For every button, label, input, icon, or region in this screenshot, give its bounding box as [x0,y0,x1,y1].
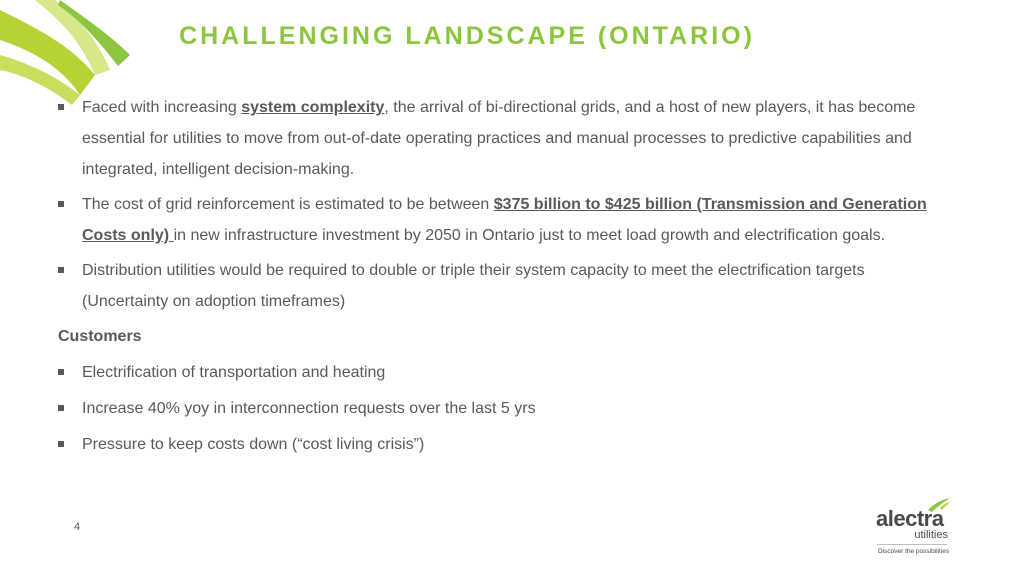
section-heading-customers: Customers [58,328,142,345]
logo-wordmark: alectra [876,506,944,531]
square-bullet-icon [58,267,64,273]
bullet-text: Faced with increasing [82,99,242,116]
bullet-costs-down [58,429,938,460]
bullet-system-complexity [58,92,938,185]
bullet-text: Electrification of transportation and heating [82,364,386,381]
square-bullet-icon [58,201,64,207]
logo-subtitle: utilities [914,529,948,541]
bullet-interconnection [58,393,938,424]
page-number: 4 [74,521,81,533]
square-bullet-icon [58,405,64,411]
bullet-distribution-capacity [58,255,938,317]
bullet-text: The cost of grid reinforcement is estimated to be between [82,196,494,213]
slide-content [58,92,938,465]
square-bullet-icon [58,369,64,375]
bullet-text: in new infrastructure investment by 2050 in Ontario just to meet load growth and electrification goals. [173,227,886,244]
bullet-text: , the arrival of bi-directional grids, and a host of new players, it has become essential for utilities to move from out-of-date operating practices and manual processes to predictive capabilities and integrated, intelligent decision-making. [82,99,916,178]
square-bullet-icon [58,104,64,110]
bullet-emphasis: system complexity [241,99,385,116]
alectra-logo [872,496,952,560]
bullet-text: Increase 40% yoy in interconnection requests over the last 5 yrs [82,400,536,417]
bullet-grid-cost [58,189,938,251]
square-bullet-icon [58,441,64,447]
bullet-emphasis: $375 billion to $425 billion (Transmission and Generation Costs only) [82,196,927,244]
logo-tagline: Discover the possibilities [878,548,950,555]
bullet-electrification [58,357,938,388]
logo-divider [877,544,947,545]
bullet-text: Pressure to keep costs down (“cost living crisis”) [82,436,425,453]
slide-title: CHALLENGING LANDSCAPE (ONTARIO) [179,22,755,50]
bullet-text: Distribution utilities would be required to double or triple their system capacity to meet the electrification targets (Uncertainty on adoption timeframes) [82,262,865,310]
